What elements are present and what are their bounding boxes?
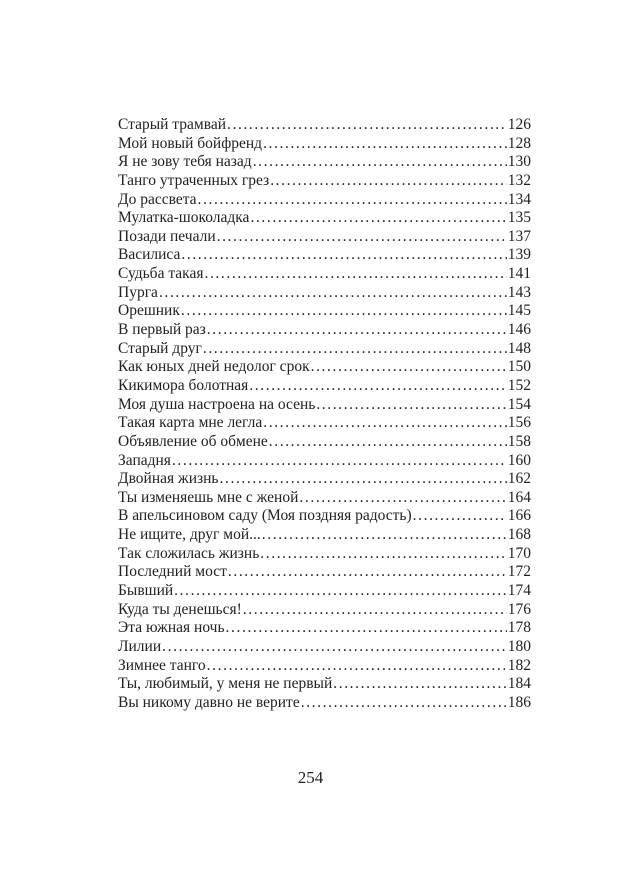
toc-entry[interactable]: [118, 321, 531, 340]
toc-entry-page: 134: [507, 190, 531, 208]
dot-leader: [174, 582, 507, 601]
toc-entry-page: 148: [507, 339, 531, 357]
toc-entry-title: Объявление об обмене: [118, 432, 268, 450]
toc-entry[interactable]: [118, 582, 531, 601]
dot-leader: [250, 209, 506, 228]
toc-entry-page: 176: [507, 600, 531, 618]
toc-entry-page: 132: [507, 171, 531, 189]
toc-entry-page: 172: [507, 563, 531, 581]
dot-leader: [181, 246, 506, 265]
dot-leader: [262, 526, 507, 545]
toc-entry-title: Эта южная ночь: [118, 619, 225, 637]
toc-entry[interactable]: [118, 433, 531, 452]
toc-entry-page: 164: [507, 488, 531, 506]
toc-entry[interactable]: [118, 358, 531, 377]
toc-entry-title: Старый трамвай: [118, 116, 227, 133]
toc-entry-page: 156: [507, 414, 531, 432]
toc-entry-title: Как юных дней недолог срок: [118, 358, 310, 376]
dot-leader: [198, 191, 507, 210]
toc-entry[interactable]: [118, 377, 531, 396]
toc-entry-title: Судьба такая: [118, 265, 204, 283]
toc-entry-page: 186: [507, 693, 531, 711]
dot-leader: [253, 153, 507, 172]
toc-entry-title: Не ищите, друг мой...: [118, 526, 261, 544]
toc-entry-page: 128: [507, 134, 531, 152]
toc-entry-page: 160: [507, 451, 531, 469]
dot-leader: [311, 358, 507, 377]
toc-entry-title: До рассвета: [118, 190, 197, 208]
toc-entry[interactable]: [118, 452, 531, 471]
toc-entry-page: 143: [507, 283, 531, 301]
toc-entry[interactable]: [118, 414, 531, 433]
toc-entry[interactable]: [118, 265, 531, 284]
dot-leader: [203, 340, 507, 359]
toc-entry-title: Пурга: [118, 283, 158, 301]
toc-entry[interactable]: [118, 172, 531, 191]
toc-entry[interactable]: [118, 284, 531, 303]
toc-entry[interactable]: [118, 675, 531, 694]
toc-entry-page: 130: [507, 153, 531, 171]
toc-entry[interactable]: [118, 619, 531, 638]
toc-entry-page: 166: [507, 507, 531, 525]
toc-entry-title: Зимнее танго: [118, 656, 206, 674]
toc-entry-title: Мулатка-шоколадка: [118, 209, 250, 227]
toc-entry-title: Позади печали: [118, 227, 216, 245]
toc-entry-title: В первый раз: [118, 321, 206, 339]
dot-leader: [162, 638, 507, 657]
toc-entry[interactable]: [118, 302, 531, 321]
toc-entry-page: 154: [507, 395, 531, 413]
dot-leader: [227, 116, 507, 135]
toc-entry-title: Старый друг: [118, 339, 202, 357]
toc-entry-page: 168: [507, 526, 531, 544]
dot-leader: [260, 545, 506, 564]
toc-entry-title: Последний мост: [118, 563, 227, 581]
toc-entry-page: 152: [507, 376, 531, 394]
toc-entry-page: 184: [507, 675, 531, 693]
toc-entry-page: 137: [507, 227, 531, 245]
toc-entry-title: Кикимора болотная: [118, 376, 249, 394]
dot-leader: [220, 470, 507, 489]
toc-entry-title: Ты, любимый, у меня не первый: [118, 675, 333, 693]
dot-leader: [263, 135, 507, 154]
toc-entry[interactable]: [118, 638, 531, 657]
toc-entry-title: Василиса: [118, 246, 181, 264]
dot-leader: [269, 433, 507, 452]
dot-leader: [172, 452, 507, 471]
toc-entry-page: 145: [507, 302, 531, 320]
toc-entry[interactable]: [118, 135, 531, 154]
toc-entry[interactable]: [118, 526, 531, 545]
dot-leader: [217, 228, 507, 247]
toc-entry-title: Западня: [118, 451, 171, 469]
dot-leader: [413, 507, 507, 526]
toc-entry[interactable]: [118, 191, 531, 210]
dot-leader: [207, 657, 507, 676]
toc-entry-page: 180: [507, 637, 531, 655]
toc-entry[interactable]: [118, 209, 531, 228]
toc-entry-title: Мой новый бойфренд: [118, 134, 263, 152]
toc-entry-page: 158: [507, 432, 531, 450]
toc-entry-page: 178: [507, 619, 531, 637]
dot-leader: [299, 489, 506, 508]
toc-entry-title: Орешник: [118, 302, 180, 320]
toc-entry[interactable]: [118, 228, 531, 247]
toc-entry[interactable]: [118, 563, 531, 582]
dot-leader: [316, 396, 506, 415]
table-of-contents: [118, 116, 531, 713]
dot-leader: [333, 675, 507, 694]
toc-entry[interactable]: [118, 396, 531, 415]
toc-entry[interactable]: [118, 153, 531, 172]
toc-entry-title: Танго утраченных грез: [118, 171, 270, 189]
toc-entry-title: Такая карта мне легла: [118, 414, 263, 432]
dot-leader: [243, 601, 507, 620]
toc-entry-page: 174: [507, 582, 531, 600]
dot-leader: [301, 694, 507, 713]
toc-entry-page: 139: [507, 246, 531, 264]
toc-entry-title: Лилии: [118, 637, 162, 655]
toc-entry-title: Моя душа настроена на осень: [118, 395, 316, 413]
toc-entry-page: 135: [507, 209, 531, 227]
toc-entry[interactable]: [118, 657, 531, 676]
dot-leader: [228, 563, 507, 582]
toc-entry-title: Так сложилась жизнь: [118, 544, 260, 562]
dot-leader: [263, 414, 507, 433]
toc-entry-title: Бывший: [118, 582, 174, 600]
toc-entry[interactable]: [118, 246, 531, 265]
toc-entry-title: Я не зову тебя назад: [118, 153, 252, 171]
toc-entry-title: Куда ты денешься!: [118, 600, 242, 618]
dot-leader: [207, 321, 507, 340]
toc-entry-title: В апельсиновом саду (Моя поздняя радость): [118, 507, 412, 525]
toc-entry-page: 182: [507, 656, 531, 674]
toc-entry-title: Двойная жизнь: [118, 470, 219, 488]
toc-entry-page: 126: [507, 116, 531, 133]
toc-entry-title: Ты изменяешь мне с женой: [118, 488, 299, 506]
toc-entry-page: 170: [507, 544, 531, 562]
dot-leader: [270, 172, 507, 191]
toc-entry-page: 150: [507, 358, 531, 376]
dot-leader: [204, 265, 506, 284]
toc-entry[interactable]: [118, 507, 531, 526]
dot-leader: [249, 377, 506, 396]
page-number: 254: [297, 768, 324, 787]
toc-entry[interactable]: [118, 601, 531, 620]
toc-entry-page: 146: [507, 321, 531, 339]
toc-entry[interactable]: [118, 470, 531, 489]
toc-entry[interactable]: [118, 489, 531, 508]
toc-entry-page: 162: [507, 470, 531, 488]
toc-entry[interactable]: [118, 340, 531, 359]
dot-leader: [159, 284, 507, 303]
toc-entry[interactable]: [118, 694, 531, 713]
toc-entry-title: Вы никому давно не верите: [118, 693, 300, 711]
dot-leader: [226, 619, 507, 638]
toc-entry-page: 141: [507, 265, 531, 283]
toc-entry[interactable]: [118, 545, 531, 564]
dot-leader: [181, 302, 507, 321]
toc-entry[interactable]: [118, 116, 531, 135]
